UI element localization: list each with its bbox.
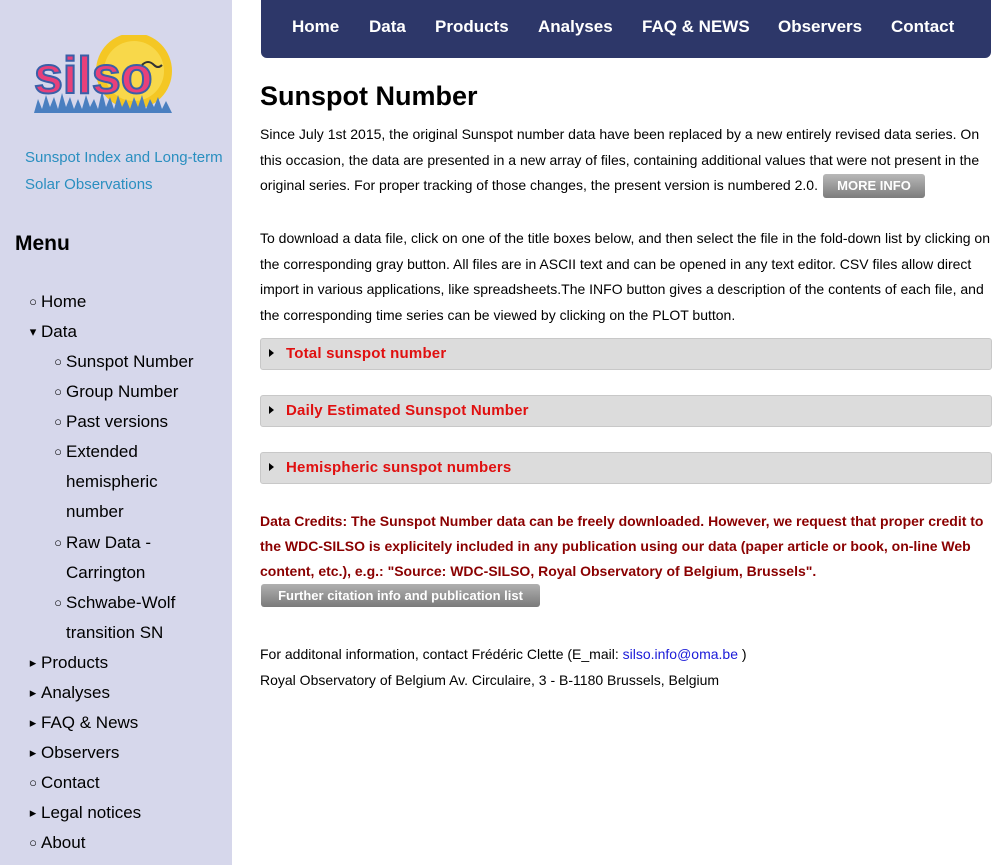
menu-item-label: Sunspot Number [66, 352, 194, 371]
contact-close: ) [741, 646, 747, 662]
contact-info [260, 642, 995, 693]
menu-item-label: Products [41, 653, 109, 673]
instructions-paragraph: To download a data file, click on one of the title boxes below, and then select the file in the fold-down list by clicking on the corresponding gray button. All files are in ASCII text and can be opened in any text editor. CSV files allow direct import in various applications, like spreadsheets.The INFO button gives a description of the contents of each file, and the corresponding time series can be viewed by clicking on the PLOT button. [260, 230, 990, 323]
sidebar [0, 0, 232, 865]
accordion-title: Daily Estimated Sunspot Number [286, 402, 529, 419]
bullet-icon: ○ [54, 534, 62, 550]
address: Royal Observatory of Belgium Av. Circulaire, 3 - B-1180 Brussels, Belgium [260, 671, 720, 688]
menu-item-label: Schwabe-Wolf transition SN [66, 593, 176, 643]
menu-item-group-number[interactable] [0, 377, 232, 407]
menu-item-extended-hemispheric[interactable] [0, 437, 232, 528]
nav-home[interactable]: Home [292, 17, 340, 36]
menu-item-analyses[interactable] [0, 678, 232, 708]
bullet-icon: ○ [29, 835, 37, 851]
bullet-icon: ○ [29, 775, 37, 791]
menu-item-label: Observers [41, 743, 120, 763]
caret-right-icon: ▸ [29, 805, 37, 821]
menu-item-about[interactable] [0, 828, 232, 858]
expand-triangle-icon [269, 406, 274, 414]
menu-item-home[interactable] [0, 287, 232, 317]
menu-item-label: Group Number [66, 382, 179, 401]
email-link[interactable]: silso.info@oma.be [622, 646, 738, 662]
nav-products[interactable]: Products [435, 17, 509, 36]
menu-item-label: Home [41, 292, 87, 311]
top-navbar [261, 0, 991, 58]
nav-analyses[interactable]: Analyses [538, 17, 613, 36]
caret-right-icon: ▸ [29, 745, 37, 761]
contact-text: For additonal information, contact Frédéric Clette (E_mail: [260, 646, 619, 662]
caret-right-icon: ▸ [29, 685, 37, 701]
menu-item-label: Extended hemispheric number [66, 442, 158, 522]
menu-item-label: About [41, 833, 86, 853]
menu-title: Menu [15, 232, 70, 255]
menu-item-faq-news[interactable] [0, 708, 232, 738]
menu-item-label: Data [41, 322, 77, 341]
nav-faq-news[interactable]: FAQ & NEWS [642, 17, 750, 36]
accordion-daily-estimated[interactable] [260, 395, 992, 427]
expand-triangle-icon [269, 463, 274, 471]
menu-item-label: Past versions [66, 412, 169, 431]
menu-item-label: FAQ & News [41, 713, 139, 733]
expand-triangle-icon [269, 349, 274, 357]
nav-data[interactable]: Data [369, 17, 406, 36]
accordion-title: Total sunspot number [286, 345, 447, 362]
menu-item-schwabe-wolf[interactable] [0, 588, 232, 648]
menu-item-contact[interactable] [0, 768, 232, 798]
bullet-icon: ○ [54, 414, 62, 429]
caret-down-icon: ▾ [29, 324, 37, 339]
menu-item-data[interactable] [0, 317, 232, 347]
silso-logo[interactable] [34, 35, 176, 113]
accordion-hemispheric[interactable] [260, 452, 992, 484]
sidebar-menu [0, 287, 232, 858]
menu-item-label: Raw Data - Carrington [66, 532, 152, 582]
caret-right-icon: ▸ [29, 715, 37, 731]
site-tagline[interactable]: Sunspot Index and Long-term Solar Observations [25, 149, 223, 193]
menu-item-label: Legal notices [41, 803, 142, 823]
accordion-title: Hemispheric sunspot numbers [286, 459, 512, 476]
menu-item-past-versions[interactable] [0, 407, 232, 437]
caret-right-icon: ▸ [29, 655, 37, 671]
menu-item-products[interactable] [0, 648, 232, 678]
menu-item-legal-notices[interactable] [0, 798, 232, 828]
bullet-icon: ○ [54, 444, 62, 459]
page-title: Sunspot Number [260, 81, 478, 111]
menu-item-observers[interactable] [0, 738, 232, 768]
nav-contact[interactable]: Contact [891, 17, 955, 36]
citation-info-button[interactable]: Further citation info and publication list [261, 584, 540, 607]
bullet-icon: ○ [29, 294, 37, 309]
logo-text: silso [34, 47, 153, 105]
accordion-total-sunspot-number[interactable] [260, 338, 992, 370]
menu-item-sunspot-number[interactable] [0, 347, 232, 377]
nav-observers[interactable]: Observers [778, 17, 863, 36]
data-credits: Data Credits: The Sunspot Number data can be freely downloaded. However, we request that proper credit to the WDC-SILSO is explicitely included in any publication using our data (paper article or book, on-line Web content, etc.), e.g.: "Source: WDC-SILSO, Royal Observatory of Belgium, Brussels". [260, 513, 984, 579]
intro-paragraph: Since July 1st 2015, the original Sunspot number data have been replaced by a new entirely revised data series. On this occasion, the data are presented in a new array of files, containing additional values that were not present in the original series. For proper tracking of those changes, the present version is numbered 2.0. [260, 126, 980, 193]
bullet-icon: ○ [54, 595, 62, 611]
menu-item-label: Contact [41, 773, 100, 793]
menu-item-raw-data-carrington[interactable] [0, 528, 232, 588]
bullet-icon: ○ [54, 384, 62, 399]
menu-item-label: Analyses [41, 683, 110, 703]
more-info-button[interactable]: MORE INFO [823, 174, 925, 198]
bullet-icon: ○ [54, 354, 62, 369]
